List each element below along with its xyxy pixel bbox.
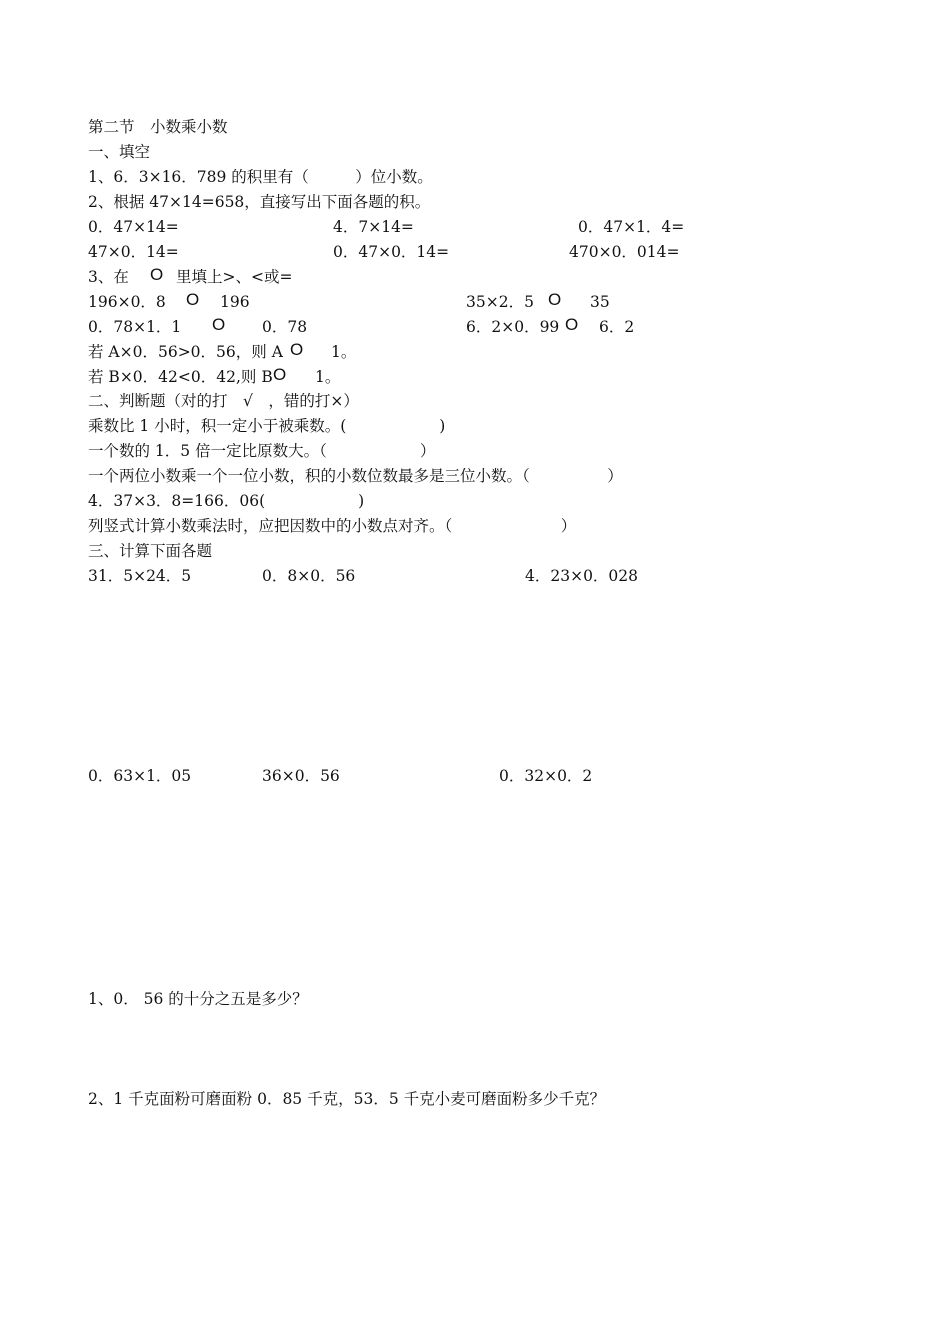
compare-right: 0．78 [262, 318, 308, 336]
circle-placeholder: O [565, 315, 579, 334]
word-problem: 2、1 千克面粉可磨面粉 0．85 千克，53．5 千克小麦可磨面粉多少千克？ [88, 1090, 606, 1108]
compare-right: 1。 [331, 343, 357, 361]
q2-item: 0．47×14= [88, 218, 179, 236]
compare-right: 196 [220, 293, 250, 311]
q2-item: 4．7×14= [333, 218, 414, 236]
circle-placeholder: O [548, 290, 562, 309]
compare-left: 6．2×0．99 [466, 318, 560, 336]
question-3-prefix: 3、在 [88, 268, 129, 286]
question-3-suffix: 里填上>、<或= [176, 268, 293, 286]
judge-item: 一个两位小数乘一个一位小数，积的小数位数最多是三位小数。（ ） [88, 467, 623, 485]
compare-left: 若 A×0．56>0．56，则 A [88, 343, 283, 361]
word-problem: 1、0． 56 的十分之五是多少？ [88, 990, 308, 1008]
judge-item: 列竖式计算小数乘法时，应把因数中的小数点对齐。（ ） [88, 517, 577, 535]
question-1: 1、6．3×16．789 的积里有（ ）位小数。 [88, 168, 433, 186]
compare-left: 196×0．8 [88, 293, 166, 311]
circle-placeholder: O [150, 265, 164, 284]
compare-left: 0．78×1．1 [88, 318, 182, 336]
question-2: 2、根据 47×14=658，直接写出下面各题的积。 [88, 193, 431, 211]
calc-item: 0．32×0．2 [499, 767, 593, 785]
section2-heading: 二、判断题（对的打 √ ，错的打×） [88, 392, 359, 410]
section3-heading: 三、计算下面各题 [88, 542, 213, 560]
calc-item: 31．5×24．5 [88, 567, 192, 585]
judge-item: 乘数比 1 小时，积一定小于被乘数。( ) [88, 417, 446, 435]
q2-item: 0．47×1．4= [578, 218, 685, 236]
circle-placeholder: O [186, 290, 200, 309]
compare-right: 6．2 [599, 318, 635, 336]
compare-right: 1。 [315, 368, 341, 386]
compare-left: 若 B×0．42<0．42,则 B [88, 368, 273, 386]
circle-placeholder: O [273, 365, 287, 384]
judge-item: 4．37×3．8=166．06( ) [88, 492, 365, 510]
compare-left: 35×2．5 [466, 293, 534, 311]
q2-item: 47×0．14= [88, 243, 179, 261]
calc-item: 4．23×0．028 [525, 567, 639, 585]
judge-item: 一个数的 1．5 倍一定比原数大。（ ） [88, 442, 436, 460]
circle-placeholder: O [290, 340, 304, 359]
calc-item: 0．8×0．56 [262, 567, 356, 585]
compare-right: 35 [590, 293, 610, 311]
circle-placeholder: O [212, 315, 226, 334]
calc-item: 36×0．56 [262, 767, 340, 785]
calc-item: 0．63×1．05 [88, 767, 192, 785]
page-title: 第二节 小数乘小数 [88, 118, 228, 136]
section1-heading: 一、填空 [88, 143, 151, 161]
q2-item: 470×0．014= [569, 243, 680, 261]
q2-item: 0．47×0．14= [333, 243, 450, 261]
